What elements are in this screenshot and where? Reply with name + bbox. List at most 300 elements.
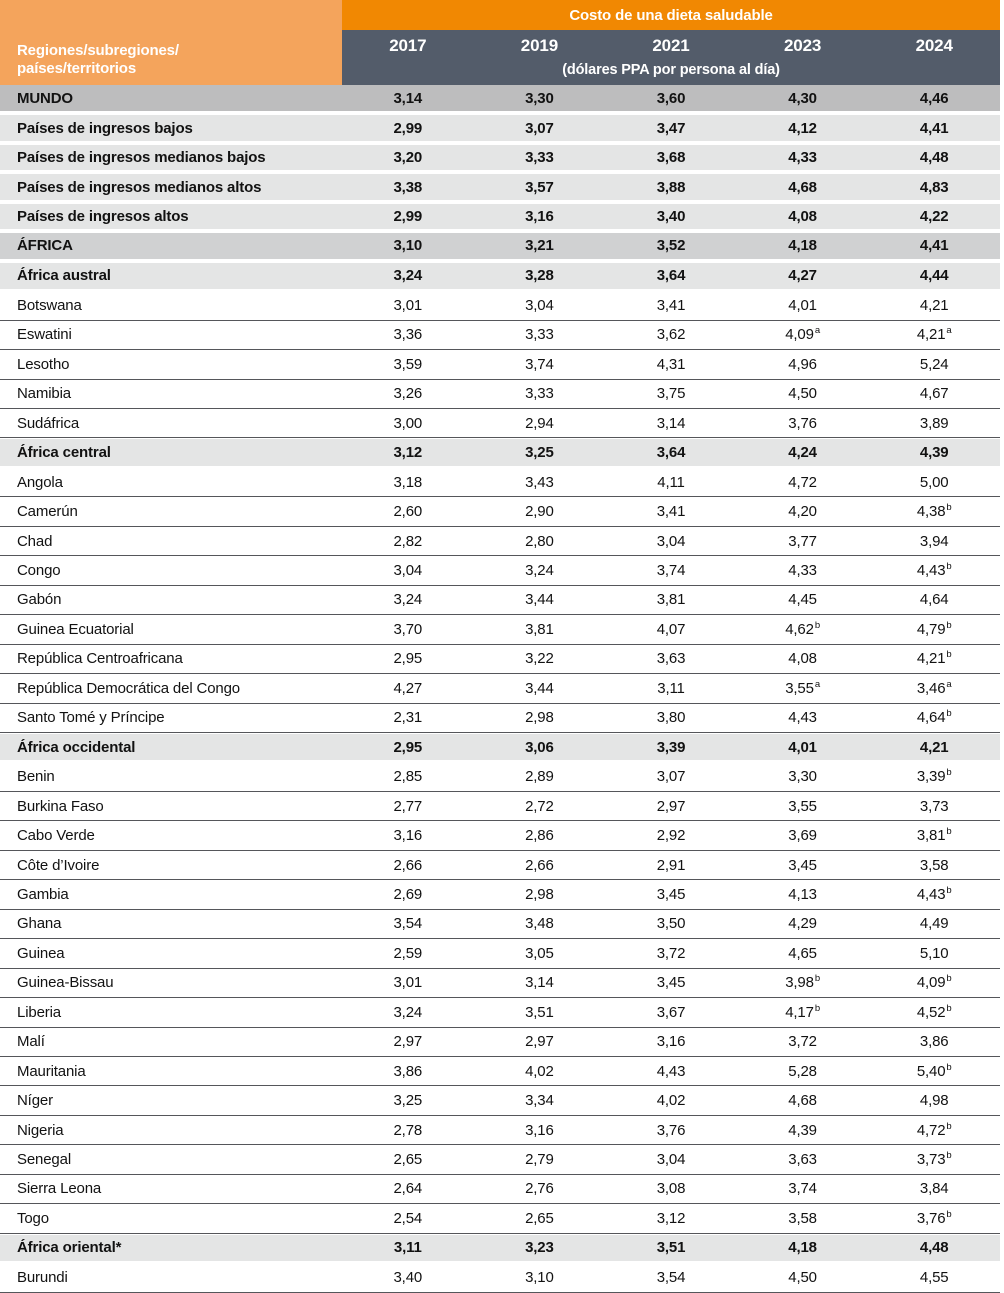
year-header-row [342, 30, 1000, 56]
value-cell: 2,76 [525, 1180, 554, 1198]
table-body [0, 85, 1000, 1293]
footnote-marker: b [946, 649, 952, 661]
value-cell: 3,33 [525, 149, 554, 167]
value-cell: 3,40 [656, 208, 686, 226]
value-cell: 3,25 [525, 444, 554, 462]
value-cell: 3,58 [919, 856, 949, 874]
footnote-marker: b [946, 767, 952, 779]
row-label: Sierra Leona [17, 1180, 102, 1198]
footnote-marker: b [946, 560, 952, 572]
value-cell: 3,45 [788, 856, 817, 874]
value-cell: 3,22 [525, 650, 554, 668]
value-cell: 2,54 [393, 1209, 423, 1227]
value-cell: 4,13 [788, 885, 817, 903]
row-label: Camerún [17, 503, 78, 521]
value-cell: 3,06 [525, 738, 554, 756]
table-row [0, 1145, 1000, 1174]
value-cell: 3,24 [525, 561, 554, 579]
row-label: Liberia [17, 1003, 61, 1021]
value-cell: 2,98 [525, 709, 554, 727]
table-row [0, 1175, 1000, 1204]
value-cell: 2,97 [525, 1033, 554, 1051]
value-cell: 3,74 [788, 1180, 817, 1198]
value-cell: 3,81 [525, 620, 554, 638]
value-cell: 3,64 [656, 444, 686, 462]
value-cell: 3,04 [656, 532, 686, 550]
row-header-label [17, 42, 179, 77]
table-row [0, 821, 1000, 850]
year-column-header: 2019 [520, 36, 558, 55]
value-cell: 3,14 [393, 89, 423, 107]
value-cell: 3,24 [393, 1003, 423, 1021]
value-cell: 3,45 [656, 974, 686, 992]
value-cell: 2,92 [656, 827, 686, 845]
value-cell: 4,68 [788, 178, 817, 196]
value-cell: 3,05 [525, 944, 554, 962]
table-row [0, 556, 1000, 585]
row-label: República Democrática del Congo [17, 679, 240, 697]
footnote-marker: b [946, 1150, 952, 1162]
value-cell: 3,73 [919, 797, 949, 815]
value-cell: 3,51 [656, 1239, 686, 1257]
value-cell: 3,89 [919, 414, 949, 432]
table-row [0, 969, 1000, 998]
value-cell: 4,20 [788, 503, 817, 521]
table-row [0, 1116, 1000, 1145]
value-cell: 3,21 [525, 237, 554, 255]
value-cell: 2,60 [393, 503, 423, 521]
value-cell: 3,30 [525, 89, 554, 107]
value-cell: 4,01 [788, 296, 817, 314]
value-cell: 3,67 [656, 1003, 686, 1021]
value-cell: 4,43 [656, 1062, 686, 1080]
footnote-marker: b [946, 884, 952, 896]
value-cell: 2,98 [525, 885, 554, 903]
value-cell: 2,72 [525, 797, 554, 815]
value-cell: 4,43 [788, 709, 817, 727]
table-row [0, 733, 1000, 762]
value-cell: 2,78 [393, 1121, 423, 1139]
value-cell: 4,38$^b$ [916, 502, 952, 521]
value-cell: 3,39$^b$ [916, 767, 952, 786]
table-row [0, 1057, 1000, 1086]
value-cell: 3,11 [657, 679, 685, 697]
row-label: Burundi [17, 1268, 68, 1286]
value-cell: 4,72$^b$ [916, 1120, 952, 1139]
value-cell: 3,33 [525, 326, 554, 344]
table-row [0, 851, 1000, 880]
value-cell: 3,04 [656, 1151, 686, 1169]
value-cell: 2,97 [393, 1033, 423, 1051]
footnote-marker: b [946, 1120, 952, 1132]
value-cell: 4,18 [788, 1239, 817, 1257]
value-cell: 3,73$^b$ [916, 1150, 952, 1169]
table-row [0, 674, 1000, 703]
row-label: Togo [17, 1209, 49, 1227]
value-cell: 3,20 [393, 149, 423, 167]
value-cell: 4,49 [919, 915, 949, 933]
value-cell: 2,80 [525, 532, 554, 550]
table-row [0, 409, 1000, 438]
row-label: África central [17, 444, 111, 462]
value-cell: 3,69 [788, 827, 817, 845]
row-label: Benin [17, 768, 55, 786]
value-cell: 4,72 [788, 473, 817, 491]
row-label: Sudáfrica [17, 414, 80, 432]
value-cell: 3,55$^a$ [785, 678, 820, 697]
value-cell: 3,28 [525, 267, 554, 285]
unit-note: (dólares PPA por persona al día) [562, 62, 780, 78]
value-cell: 2,91 [656, 856, 686, 874]
row-label: Países de ingresos altos [17, 208, 189, 226]
table-row [0, 1234, 1000, 1263]
value-cell: 3,46$^a$ [916, 678, 952, 697]
value-cell: 2,90 [525, 503, 554, 521]
table-row [0, 232, 1000, 261]
value-cell: 3,74 [525, 355, 554, 373]
value-cell: 2,65 [393, 1151, 423, 1169]
table-row [0, 762, 1000, 791]
value-cell: 5,00 [919, 473, 949, 491]
table-row [0, 586, 1000, 615]
value-cell: 4,96 [788, 355, 817, 373]
value-cell: 4,41 [919, 119, 949, 137]
value-cell: 3,16 [656, 1033, 686, 1051]
value-cell: 4,62$^b$ [785, 619, 820, 638]
value-cell: 3,41 [656, 503, 686, 521]
value-cell: 2,59 [393, 944, 423, 962]
row-label: Botswana [17, 296, 82, 314]
footnote-marker: b [946, 973, 952, 985]
value-cell: 3,70 [393, 620, 423, 638]
row-label: Namibia [17, 385, 71, 403]
value-cell: 3,12 [656, 1209, 686, 1227]
table-row [0, 144, 1000, 173]
value-cell: 3,11 [393, 1239, 422, 1257]
value-cell: 3,18 [393, 473, 423, 491]
value-cell: 4,21 [919, 738, 949, 756]
value-cell: 3,36 [393, 326, 423, 344]
footnote-marker: b [814, 619, 820, 631]
row-label: Malí [17, 1033, 45, 1051]
value-cell: 2,77 [393, 797, 423, 815]
row-label: Chad [17, 532, 53, 550]
table-header [0, 0, 1000, 85]
footnote-marker: b [814, 1002, 820, 1014]
row-header-line1: Regiones/subregiones/ [17, 42, 179, 59]
value-cell: 3,10 [393, 237, 423, 255]
value-cell: 2,99 [393, 208, 423, 226]
value-cell: 4,33 [788, 149, 817, 167]
footnote-marker: a [946, 678, 952, 690]
value-cell: 3,14 [656, 414, 686, 432]
value-cell: 3,57 [525, 178, 554, 196]
value-cell: 3,64 [656, 267, 686, 285]
value-cell: 4,08 [788, 208, 817, 226]
value-cell: 4,67 [919, 385, 949, 403]
table-row [0, 527, 1000, 556]
table-row [0, 910, 1000, 939]
row-label: Países de ingresos bajos [17, 119, 193, 137]
row-label: ÁFRICA [17, 237, 73, 255]
value-cell: 3,86 [919, 1033, 949, 1051]
value-cell: 3,80 [656, 709, 686, 727]
table-row [0, 615, 1000, 644]
table-row [0, 291, 1000, 320]
row-label: Países de ingresos medianos bajos [17, 149, 266, 167]
table-row [0, 1028, 1000, 1057]
value-cell: 2,95 [393, 650, 423, 668]
value-cell: 3,84 [919, 1180, 949, 1198]
value-cell: 3,16 [393, 827, 423, 845]
value-cell: 2,31 [393, 709, 423, 727]
value-cell: 4,45 [788, 591, 817, 609]
value-cell: 3,72 [788, 1033, 817, 1051]
row-label: Países de ingresos medianos altos [17, 178, 262, 196]
value-cell: 2,97 [656, 797, 686, 815]
value-cell: 4,30 [788, 89, 817, 107]
row-label: Gabón [17, 591, 62, 609]
value-cell: 4,27 [788, 267, 817, 285]
value-cell: 4,31 [656, 355, 686, 373]
value-cell: 4,55 [919, 1268, 949, 1286]
value-cell: 4,64 [919, 591, 949, 609]
table-row [0, 114, 1000, 143]
value-cell: 3,07 [525, 119, 554, 137]
value-cell: 2,69 [393, 885, 423, 903]
value-cell: 3,33 [525, 385, 554, 403]
value-cell: 3,47 [656, 119, 686, 137]
row-header-cell [0, 0, 342, 85]
value-cell: 2,94 [525, 414, 554, 432]
value-cell: 3,24 [393, 591, 423, 609]
table-row [0, 704, 1000, 733]
footnote-marker: b [946, 1002, 952, 1014]
table-row [0, 350, 1000, 379]
row-label: Santo Tomé y Príncipe [17, 709, 165, 727]
value-cell: 3,14 [525, 974, 554, 992]
value-cell: 2,82 [393, 532, 423, 550]
value-cell: 2,64 [393, 1180, 423, 1198]
value-cell: 3,51 [525, 1003, 554, 1021]
row-label: Cabo Verde [17, 827, 95, 845]
value-cell: 4,44 [919, 267, 949, 285]
row-label: Nigeria [17, 1121, 64, 1139]
value-cell: 4,12 [788, 119, 817, 137]
value-cell: 4,27 [393, 679, 423, 697]
value-cell: 2,65 [525, 1209, 554, 1227]
value-cell: 4,64$^b$ [916, 708, 952, 727]
value-cell: 4,43$^b$ [916, 560, 952, 579]
value-cell: 2,66 [393, 856, 423, 874]
value-cell: 4,07 [656, 620, 686, 638]
table-title: Costo de una dieta saludable [342, 0, 1000, 30]
value-cell: 4,50 [788, 385, 817, 403]
value-cell: 4,11 [657, 473, 685, 491]
table-row [0, 792, 1000, 821]
value-cell: 4,08 [788, 650, 817, 668]
row-label: Lesotho [17, 355, 70, 373]
footnote-marker: b [946, 502, 952, 514]
value-cell: 4,21$^a$ [916, 325, 952, 344]
value-cell: 3,40 [393, 1268, 423, 1286]
row-header-line2: países/territorios [17, 59, 137, 77]
value-cell: 3,74 [656, 561, 686, 579]
footnote-marker: b [946, 1208, 952, 1220]
value-cell: 4,43$^b$ [916, 884, 952, 903]
row-label: Níger [17, 1092, 53, 1110]
row-label: Gambia [17, 885, 69, 903]
footnote-marker: b [946, 708, 952, 720]
value-cell: 2,89 [525, 768, 554, 786]
value-cell: 3,08 [656, 1180, 686, 1198]
column-header-group [342, 0, 1000, 85]
value-cell: 3,94 [919, 532, 949, 550]
value-cell: 3,76$^b$ [916, 1208, 952, 1227]
value-cell: 3,54 [656, 1268, 686, 1286]
year-column-header: 2017 [389, 36, 427, 55]
value-cell: 2,79 [525, 1151, 554, 1169]
table-row [0, 380, 1000, 409]
value-cell: 3,76 [788, 414, 817, 432]
value-cell: 3,04 [393, 561, 423, 579]
row-label: Congo [17, 561, 61, 579]
value-cell: 3,39 [656, 738, 686, 756]
row-label: Guinea Ecuatorial [17, 620, 134, 638]
year-column-header: 2021 [652, 36, 690, 55]
table-row [0, 438, 1000, 467]
value-cell: 3,45 [656, 885, 686, 903]
value-cell: 4,21$^b$ [916, 649, 952, 668]
row-label: África occidental [17, 738, 136, 756]
value-cell: 4,29 [788, 915, 817, 933]
value-cell: 3,26 [393, 385, 423, 403]
value-cell: 2,95 [393, 738, 423, 756]
value-cell: 3,72 [656, 944, 686, 962]
row-label: Guinea [17, 944, 65, 962]
row-label: Guinea-Bissau [17, 974, 114, 992]
value-cell: 3,50 [656, 915, 686, 933]
table-row [0, 262, 1000, 291]
value-cell: 4,50 [788, 1268, 817, 1286]
value-cell: 3,16 [525, 208, 554, 226]
value-cell: 4,21 [919, 296, 949, 314]
footnote-marker: b [814, 973, 820, 985]
row-label: Côte d’Ivoire [17, 856, 100, 874]
value-cell: 3,81$^b$ [916, 826, 952, 845]
row-label: Ghana [17, 915, 62, 933]
value-cell: 3,55 [788, 797, 817, 815]
row-label: África oriental* [17, 1239, 122, 1257]
table-row [0, 880, 1000, 909]
value-cell: 3,23 [525, 1239, 554, 1257]
table-row [0, 468, 1000, 497]
value-cell: 4,65 [788, 944, 817, 962]
value-cell: 5,10 [919, 944, 949, 962]
value-cell: 3,43 [525, 473, 554, 491]
value-cell: 4,22 [919, 208, 949, 226]
table-row [0, 497, 1000, 526]
value-cell: 4,09$^b$ [916, 973, 952, 992]
value-cell: 2,99 [393, 119, 423, 137]
value-cell: 4,48 [919, 1239, 949, 1257]
value-cell: 3,63 [788, 1151, 817, 1169]
value-cell: 3,12 [393, 444, 423, 462]
value-cell: 3,62 [656, 326, 686, 344]
value-cell: 5,28 [788, 1062, 817, 1080]
value-cell: 4,02 [656, 1092, 686, 1110]
value-cell: 4,48 [919, 149, 949, 167]
row-label: MUNDO [17, 89, 73, 107]
value-cell: 4,09$^a$ [785, 325, 820, 344]
value-cell: 3,24 [393, 267, 423, 285]
value-cell: 3,75 [656, 385, 686, 403]
value-cell: 2,85 [393, 768, 423, 786]
value-cell: 4,52$^b$ [916, 1002, 952, 1021]
table-row [0, 85, 1000, 114]
value-cell: 4,02 [525, 1062, 554, 1080]
table-row [0, 1086, 1000, 1115]
value-cell: 4,41 [919, 237, 949, 255]
value-cell: 4,18 [788, 237, 817, 255]
value-cell: 3,86 [393, 1062, 423, 1080]
table-row [0, 645, 1000, 674]
value-cell: 3,48 [525, 915, 554, 933]
value-cell: 3,16 [525, 1121, 554, 1139]
value-cell: 3,98$^b$ [785, 973, 820, 992]
row-label: República Centroafricana [17, 650, 183, 668]
value-cell: 3,04 [525, 296, 554, 314]
footnote-marker: a [814, 325, 820, 337]
value-cell: 3,44 [525, 591, 554, 609]
value-cell: 3,44 [525, 679, 554, 697]
table-row [0, 203, 1000, 232]
value-cell: 3,38 [393, 178, 423, 196]
value-cell: 3,52 [656, 237, 686, 255]
footnote-marker: a [946, 325, 952, 337]
value-cell: 3,68 [656, 149, 686, 167]
footnote-marker: b [946, 619, 952, 631]
value-cell: 3,63 [656, 650, 686, 668]
value-cell: 3,10 [525, 1268, 554, 1286]
table-row [0, 1263, 1000, 1292]
value-cell: 4,39 [919, 444, 949, 462]
table-row [0, 1204, 1000, 1233]
table-row [0, 939, 1000, 968]
table-row [0, 998, 1000, 1027]
footnote-marker: b [946, 826, 952, 838]
value-cell: 3,76 [656, 1121, 686, 1139]
value-cell: 4,33 [788, 561, 817, 579]
footnote-marker: b [946, 1061, 952, 1073]
value-cell: 2,66 [525, 856, 554, 874]
value-cell: 5,40$^b$ [916, 1061, 952, 1080]
value-cell: 3,30 [788, 768, 817, 786]
value-cell: 3,59 [393, 355, 423, 373]
value-cell: 3,77 [788, 532, 817, 550]
value-cell: 4,79$^b$ [916, 619, 952, 638]
value-cell: 3,81 [656, 591, 686, 609]
value-cell: 3,00 [393, 414, 423, 432]
value-cell: 4,98 [919, 1092, 949, 1110]
value-cell: 3,01 [393, 296, 423, 314]
row-label: África austral [17, 267, 111, 285]
table-row [0, 173, 1000, 202]
value-cell: 4,68 [788, 1092, 817, 1110]
value-cell: 3,54 [393, 915, 423, 933]
value-cell: 3,60 [656, 89, 686, 107]
year-column-header: 2023 [783, 36, 822, 55]
